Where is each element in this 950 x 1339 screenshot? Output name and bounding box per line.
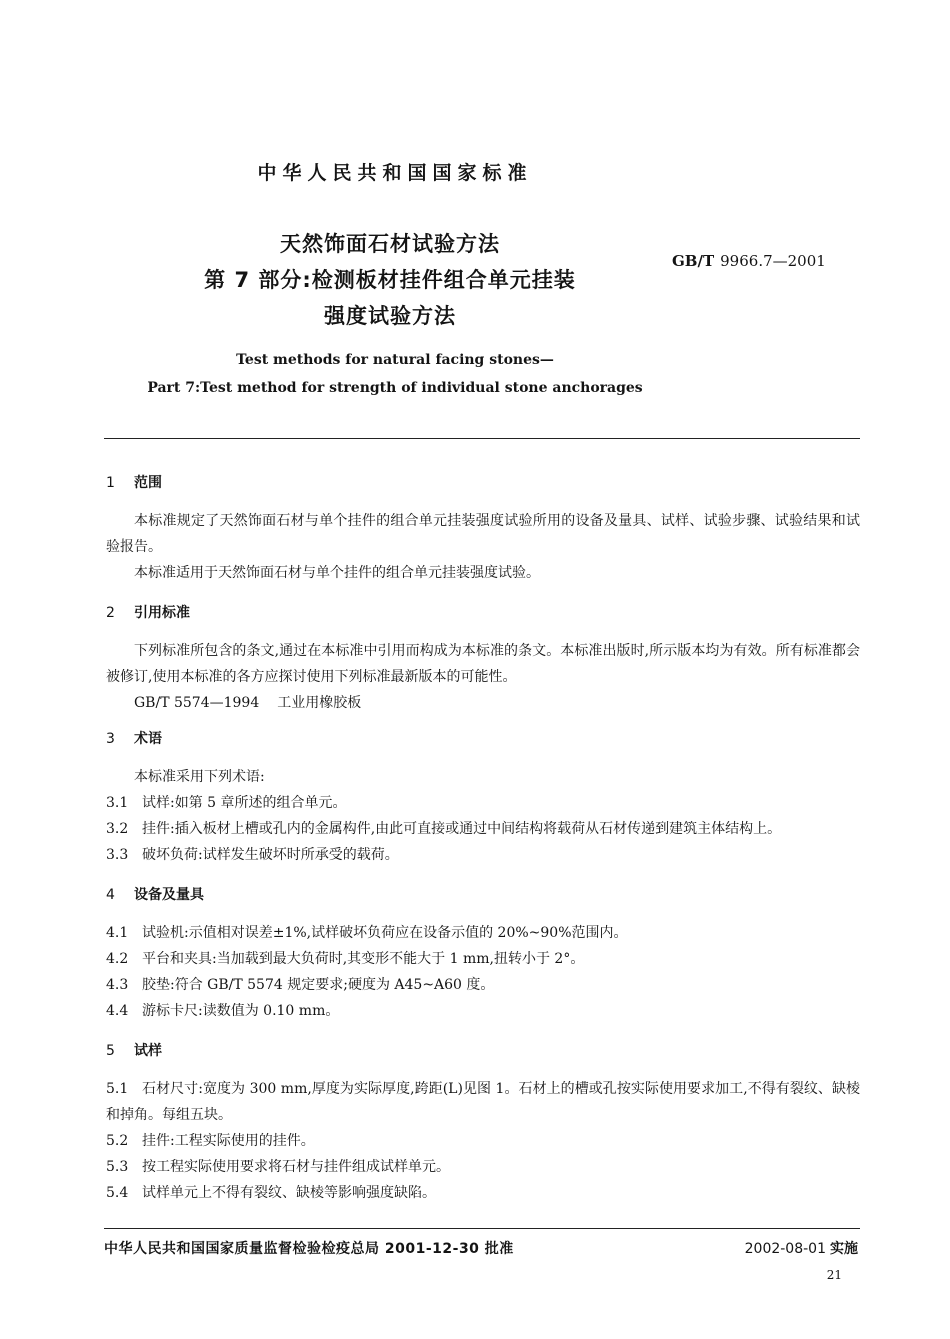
clause-item	[106, 946, 860, 972]
clause-text: 挂件:工程实际使用的挂件。	[142, 1133, 315, 1149]
clause-number: 3.2	[106, 821, 129, 837]
clause-text: 挂件:插入板材上槽或孔内的金属构件,由此可直接或通过中间结构将载荷从石材传递到建筑主体结构上。	[142, 821, 782, 837]
clause-item	[106, 972, 860, 998]
clause-number: 4.3	[106, 977, 129, 993]
section-number: 4	[106, 887, 115, 903]
clause-item	[106, 1076, 860, 1128]
section-title: 设备及量具	[134, 887, 204, 903]
standard-code	[672, 252, 826, 270]
chinese-title-line-1: 天然饰面石材试验方法	[280, 232, 500, 256]
footer-divider	[104, 1228, 860, 1229]
clause-text: 石材尺寸:宽度为 300 mm,厚度为实际厚度,跨距(L)见图 1。石材上的槽或孔按实际使用要求加工,不得有裂纹、缺棱和掉角。每组五块。	[106, 1081, 860, 1123]
section-1-paragraph-2: 本标准适用于天然饰面石材与单个挂件的组合单元挂装强度试验。	[134, 565, 540, 581]
section-2-paragraph: 下列标准所包含的条文,通过在本标准中引用而构成为本标准的条文。本标准出版时,所示版本均为有效。所有标准都会被修订,使用本标准的各方应探讨使用下列标准最新版本的可能性。	[106, 643, 860, 685]
clause-text: 胶垫:符合 GB/T 5574 规定要求;硬度为 A45~A60 度。	[142, 977, 495, 993]
clause-number: 5.2	[106, 1133, 129, 1149]
implementation-date-value: 2002-08-01	[744, 1241, 826, 1257]
section-5-heading	[106, 1038, 860, 1064]
standard-code-number: 9966.7—2001	[720, 252, 826, 270]
implementation-label: 实施	[830, 1241, 858, 1257]
section-2-heading	[106, 600, 860, 626]
section-number: 5	[106, 1043, 115, 1059]
document-body	[106, 470, 860, 1206]
clause-number: 5.3	[106, 1159, 129, 1175]
section-1-paragraph-1: 本标准规定了天然饰面石材与单个挂件的组合单元挂装强度试验所用的设备及量具、试样、试验步骤、试验结果和试验报告。	[106, 513, 860, 555]
clause-number: 3.3	[106, 847, 129, 863]
clause-item	[106, 842, 860, 868]
clause-text: 破坏负荷:试样发生破坏时所承受的载荷。	[142, 847, 399, 863]
section-number: 2	[106, 605, 115, 621]
section-3-intro: 本标准采用下列术语:	[134, 769, 265, 785]
clause-text: 按工程实际使用要求将石材与挂件组成试样单元。	[142, 1159, 450, 1175]
clause-item	[106, 998, 860, 1024]
approval-statement: 中华人民共和国国家质量监督检验检疫总局 2001-12-30 批准	[104, 1241, 514, 1257]
clause-number: 4.2	[106, 951, 129, 967]
clause-text: 试样:如第 5 章所述的组合单元。	[142, 795, 347, 811]
national-standard-header: 中华人民共和国国家标准	[257, 162, 533, 184]
section-title: 引用标准	[134, 605, 190, 621]
section-number: 1	[106, 475, 115, 491]
implementation-date	[745, 1238, 858, 1258]
clause-number: 4.1	[106, 925, 129, 941]
section-1-heading	[106, 470, 860, 496]
chinese-title	[130, 226, 650, 334]
english-title-line-1: Test methods for natural facing stones—	[236, 352, 554, 368]
section-title: 术语	[134, 731, 162, 747]
clause-item	[106, 816, 860, 842]
clause-item	[106, 920, 860, 946]
section-4-heading	[106, 882, 860, 908]
english-title	[0, 346, 790, 402]
clause-text: 试样单元上不得有裂纹、缺棱等影响强度缺陷。	[142, 1185, 436, 1201]
clause-item	[106, 1180, 860, 1206]
page-number: 21	[826, 1268, 842, 1282]
clause-item	[106, 790, 860, 816]
header-divider	[104, 438, 860, 439]
clause-number: 4.4	[106, 1003, 129, 1019]
chinese-title-line-3: 强度试验方法	[324, 304, 456, 328]
english-title-line-2: Part 7:Test method for strength of individual stone anchorages	[147, 380, 643, 396]
clause-item	[106, 1128, 860, 1154]
section-3-heading	[106, 726, 860, 752]
clause-number: 5.1	[106, 1081, 129, 1097]
reference-name: 工业用橡胶板	[277, 695, 362, 711]
section-number: 3	[106, 731, 115, 747]
clause-text: 平台和夹具:当加载到最大负荷时,其变形不能大于 1 mm,扭转小于 2°。	[142, 951, 585, 967]
section-title: 试样	[134, 1043, 162, 1059]
normative-reference	[106, 690, 860, 716]
clause-item	[106, 1154, 860, 1180]
reference-code: GB/T 5574—1994	[134, 695, 260, 711]
clause-number: 5.4	[106, 1185, 129, 1201]
clause-text: 试验机:示值相对误差±1%,试样破坏负荷应在设备示值的 20%~90%范围内。	[142, 925, 628, 941]
chinese-title-line-2: 第 7 部分:检测板材挂件组合单元挂装	[204, 268, 576, 292]
standard-code-prefix: GB/T	[672, 252, 715, 270]
clause-number: 3.1	[106, 795, 129, 811]
clause-text: 游标卡尺:读数值为 0.10 mm。	[142, 1003, 340, 1019]
section-title: 范围	[134, 475, 162, 491]
